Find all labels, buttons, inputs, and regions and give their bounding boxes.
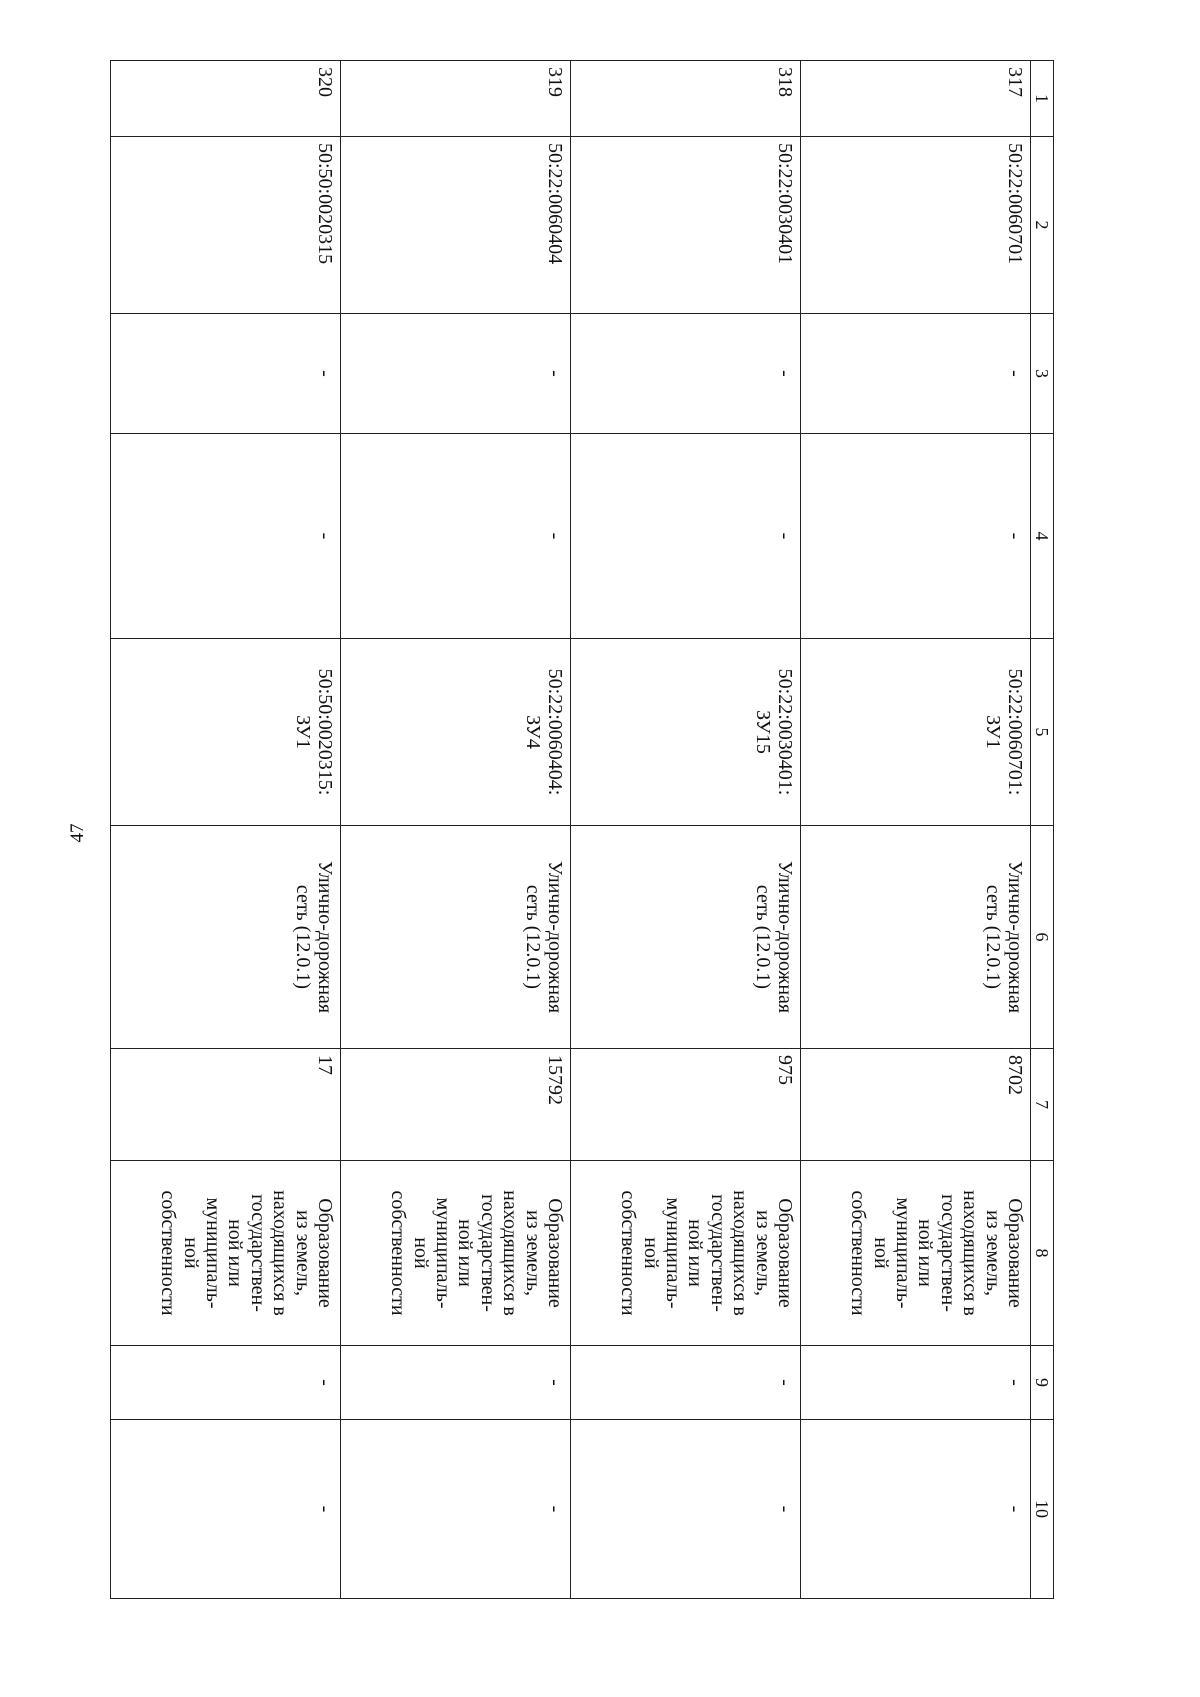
column-3-value: - — [571, 314, 801, 434]
permitted-use: Улично-дорожная сеть (12.0.1) — [571, 826, 801, 1049]
column-header: 7 — [1031, 1049, 1054, 1161]
column-10-value: - — [341, 1420, 571, 1599]
cadastral-block: 50:50:0020315 — [111, 137, 341, 314]
row-number: 319 — [341, 61, 571, 137]
plot-area: 17 — [111, 1049, 341, 1161]
row-number: 318 — [571, 61, 801, 137]
plot-designation: 50:22:0060701: ЗУ1 — [801, 639, 1031, 826]
row-number: 320 — [111, 61, 341, 137]
cadastral-block: 50:22:0030401 — [571, 137, 801, 314]
plot-designation: 50:50:0020315: ЗУ1 — [111, 639, 341, 826]
column-header: 8 — [1031, 1161, 1054, 1346]
cadastral-block: 50:22:0060404 — [341, 137, 571, 314]
column-header: 3 — [1031, 314, 1054, 434]
column-header: 10 — [1031, 1420, 1054, 1599]
column-10-value: - — [571, 1420, 801, 1599]
column-header: 2 — [1031, 137, 1054, 314]
plot-area: 8702 — [801, 1049, 1031, 1161]
column-9-value: - — [341, 1346, 571, 1420]
column-10-value: - — [801, 1420, 1031, 1599]
column-header: 9 — [1031, 1346, 1054, 1420]
column-3-value: - — [341, 314, 571, 434]
column-10-value: - — [111, 1420, 341, 1599]
column-9-value: - — [111, 1346, 341, 1420]
column-header: 4 — [1031, 434, 1054, 639]
column-4-value: - — [801, 434, 1031, 639]
land-plots-table — [110, 60, 1054, 1599]
column-4-value: - — [341, 434, 571, 639]
table-row — [341, 61, 571, 1599]
table-row — [571, 61, 801, 1599]
permitted-use: Улично-дорожная сеть (12.0.1) — [341, 826, 571, 1049]
permitted-use: Улично-дорожная сеть (12.0.1) — [801, 826, 1031, 1049]
table-row — [111, 61, 341, 1599]
plot-designation: 50:22:0060404: ЗУ4 — [341, 639, 571, 826]
column-3-value: - — [801, 314, 1031, 434]
header-row — [1031, 61, 1054, 1599]
row-number: 317 — [801, 61, 1031, 137]
plot-area: 975 — [571, 1049, 801, 1161]
column-header: 5 — [1031, 639, 1054, 826]
column-header: 1 — [1031, 61, 1054, 137]
column-9-value: - — [571, 1346, 801, 1420]
page-number: 47 — [67, 823, 88, 843]
plot-designation: 50:22:0030401: ЗУ15 — [571, 639, 801, 826]
column-9-value: - — [801, 1346, 1031, 1420]
column-header: 6 — [1031, 826, 1054, 1049]
column-4-value: - — [571, 434, 801, 639]
land-plots-table-container — [110, 60, 1054, 1599]
formation-method: Образование из земель, находящихся в государствен- ной или муниципаль- ной собственности — [571, 1161, 801, 1346]
table-row — [801, 61, 1031, 1599]
plot-area: 15792 — [341, 1049, 571, 1161]
formation-method: Образование из земель, находящихся в государствен- ной или муниципаль- ной собственности — [801, 1161, 1031, 1346]
formation-method: Образование из земель, находящихся в государствен- ной или муниципаль- ной собственности — [341, 1161, 571, 1346]
column-3-value: - — [111, 314, 341, 434]
formation-method: Образование из земель, находящихся в государствен- ной или муниципаль- ной собственности — [111, 1161, 341, 1346]
column-4-value: - — [111, 434, 341, 639]
permitted-use: Улично-дорожная сеть (12.0.1) — [111, 826, 341, 1049]
cadastral-block: 50:22:0060701 — [801, 137, 1031, 314]
